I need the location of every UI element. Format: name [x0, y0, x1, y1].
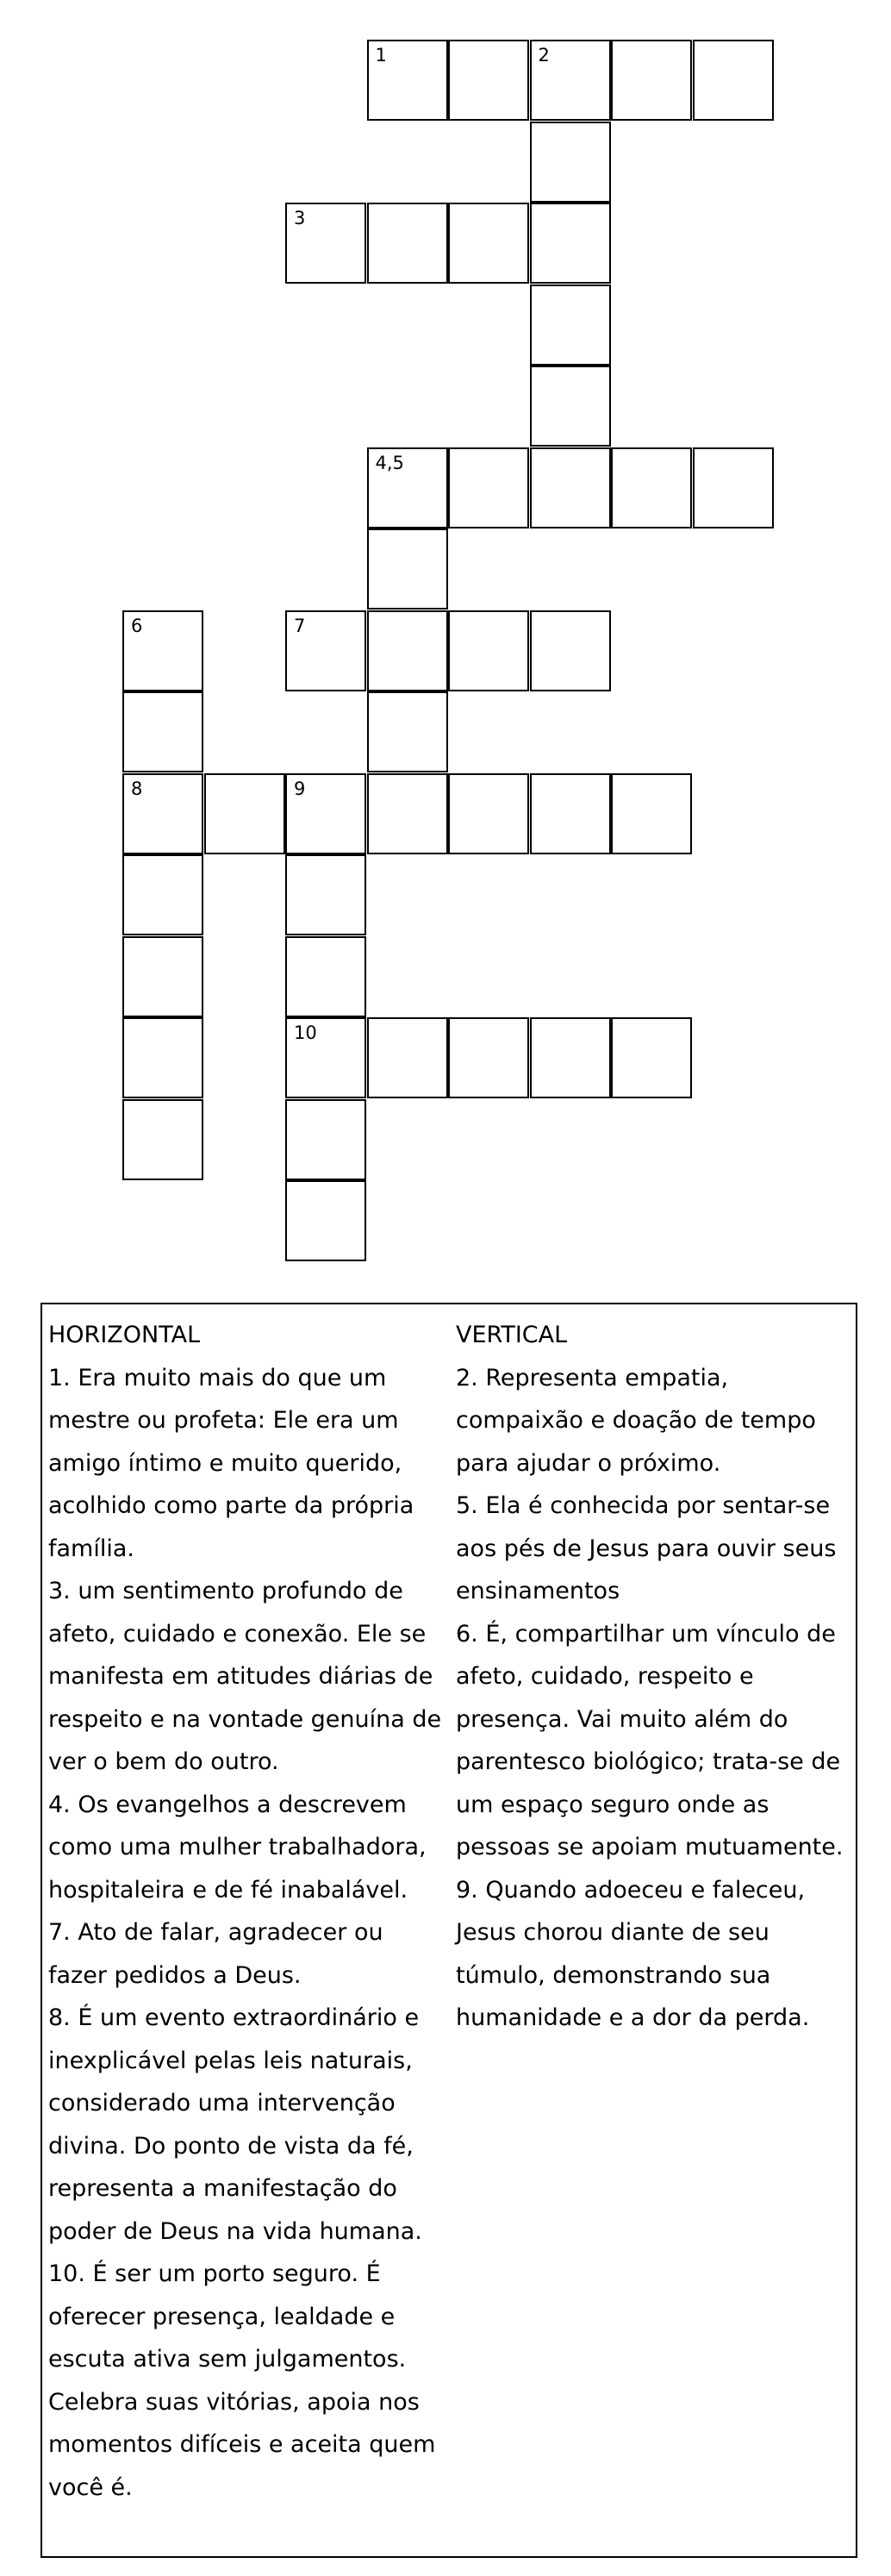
grid-cell[interactable] [367, 1017, 448, 1098]
clue-number: 1 [375, 45, 387, 66]
horizontal-clues-title: HORIZONTAL [48, 1322, 201, 1348]
grid-cell[interactable] [448, 447, 529, 528]
grid-cell[interactable] [367, 40, 448, 121]
grid-cell[interactable] [448, 773, 529, 854]
clue-across-10: 10. É ser um porto seguro. É oferecer presença, lealdade e escuta ativa sem julgamentos. Celebra suas vitórias, apoia nos momentos difíceis e aceita quem você é. [48, 2260, 436, 2501]
clues-panel [40, 1303, 857, 2558]
grid-cell[interactable] [367, 691, 448, 772]
grid-cell[interactable] [611, 773, 692, 854]
grid-cell[interactable] [122, 936, 203, 1017]
clue-number: 4,5 [375, 452, 404, 473]
crossword-grid [0, 0, 891, 1276]
grid-cell[interactable] [530, 1017, 611, 1098]
grid-cell[interactable] [122, 1099, 203, 1180]
clue-across-3: 3. um sentimento profundo de afeto, cuidado e conexão. Ele se manifesta em atitudes diárias de respeito e na vontade genuína de ver o bem do outro. [48, 1578, 442, 1775]
grid-cell[interactable] [367, 447, 448, 528]
grid-cell[interactable] [448, 40, 529, 121]
clue-across-1: 1. Era muito mais do que um mestre ou profeta: Ele era um amigo íntimo e muito querido, acolhido como parte da própria família. [48, 1364, 414, 1562]
vertical-clues-title: VERTICAL [456, 1322, 568, 1348]
grid-cell[interactable] [448, 1017, 529, 1098]
grid-cell[interactable] [530, 122, 611, 203]
grid-cell[interactable] [285, 1180, 366, 1261]
clue-number: 9 [294, 778, 306, 799]
clue-number: 6 [131, 615, 143, 636]
grid-cell[interactable] [530, 366, 611, 447]
clue-down-2: 2. Representa empatia, compaixão e doação de tempo para ajudar o próximo. [456, 1364, 816, 1477]
grid-cell[interactable] [122, 691, 203, 772]
grid-cell[interactable] [285, 936, 366, 1017]
clue-number: 3 [294, 208, 306, 228]
clue-down-9: 9. Quando adoeceu e faleceu, Jesus chorou diante de seu túmulo, demonstrando sua humanidade e a dor da perda. [456, 1876, 810, 2031]
grid-cell[interactable] [285, 854, 366, 935]
grid-cell[interactable] [285, 1099, 366, 1180]
grid-cell[interactable] [530, 610, 611, 691]
clue-number: 8 [131, 778, 143, 799]
grid-cell[interactable] [530, 447, 611, 528]
horizontal-clues-column [48, 1314, 446, 2509]
grid-cell[interactable] [122, 610, 203, 691]
clue-number: 7 [294, 615, 306, 636]
grid-cell[interactable] [448, 610, 529, 691]
grid-cell[interactable] [122, 773, 203, 854]
grid-cell[interactable] [367, 773, 448, 854]
grid-cell[interactable] [530, 773, 611, 854]
grid-cell[interactable] [204, 773, 285, 854]
clue-down-6: 6. É, compartilhar um vínculo de afeto, cuidado, respeito e presença. Vai muito além do parentesco biológico; trata-se de um espaço seguro onde as pessoas se apoiam mutuamente. [456, 1620, 844, 1860]
grid-cell[interactable] [285, 203, 366, 284]
grid-cell[interactable] [122, 1017, 203, 1098]
clue-number: 2 [538, 45, 550, 66]
grid-cell[interactable] [530, 284, 611, 366]
clue-across-7: 7. Ato de falar, agradecer ou fazer pedidos a Deus. [48, 1919, 383, 1989]
grid-cell[interactable] [367, 203, 448, 284]
grid-cell[interactable] [285, 773, 366, 854]
grid-cell[interactable] [693, 447, 774, 528]
grid-cell[interactable] [448, 203, 529, 284]
clue-down-5: 5. Ela é conhecida por sentar-se aos pés de Jesus para ouvir seus ensinamentos [456, 1492, 837, 1604]
grid-cell[interactable] [367, 610, 448, 691]
grid-cell[interactable] [611, 447, 692, 528]
grid-cell[interactable] [285, 610, 366, 691]
vertical-clues-column [456, 1314, 854, 2040]
grid-cell[interactable] [611, 1017, 692, 1098]
clue-across-4: 4. Os evangelhos a descrevem como uma mulher trabalhadora, hospitaleira e de fé inabalável. [48, 1791, 427, 1904]
grid-cell[interactable] [530, 40, 611, 121]
grid-cell[interactable] [367, 528, 448, 610]
grid-cell[interactable] [611, 40, 692, 121]
grid-cell[interactable] [122, 854, 203, 935]
clue-across-8: 8. É um evento extraordinário e inexplicável pelas leis naturais, considerado uma intervenção divina. Do ponto de vista da fé, representa a manifestação do poder de Deus na vida humana. [48, 2004, 422, 2245]
clue-number: 10 [294, 1022, 317, 1043]
grid-cell[interactable] [285, 1017, 366, 1098]
grid-cell[interactable] [693, 40, 774, 121]
grid-cell[interactable] [530, 203, 611, 284]
